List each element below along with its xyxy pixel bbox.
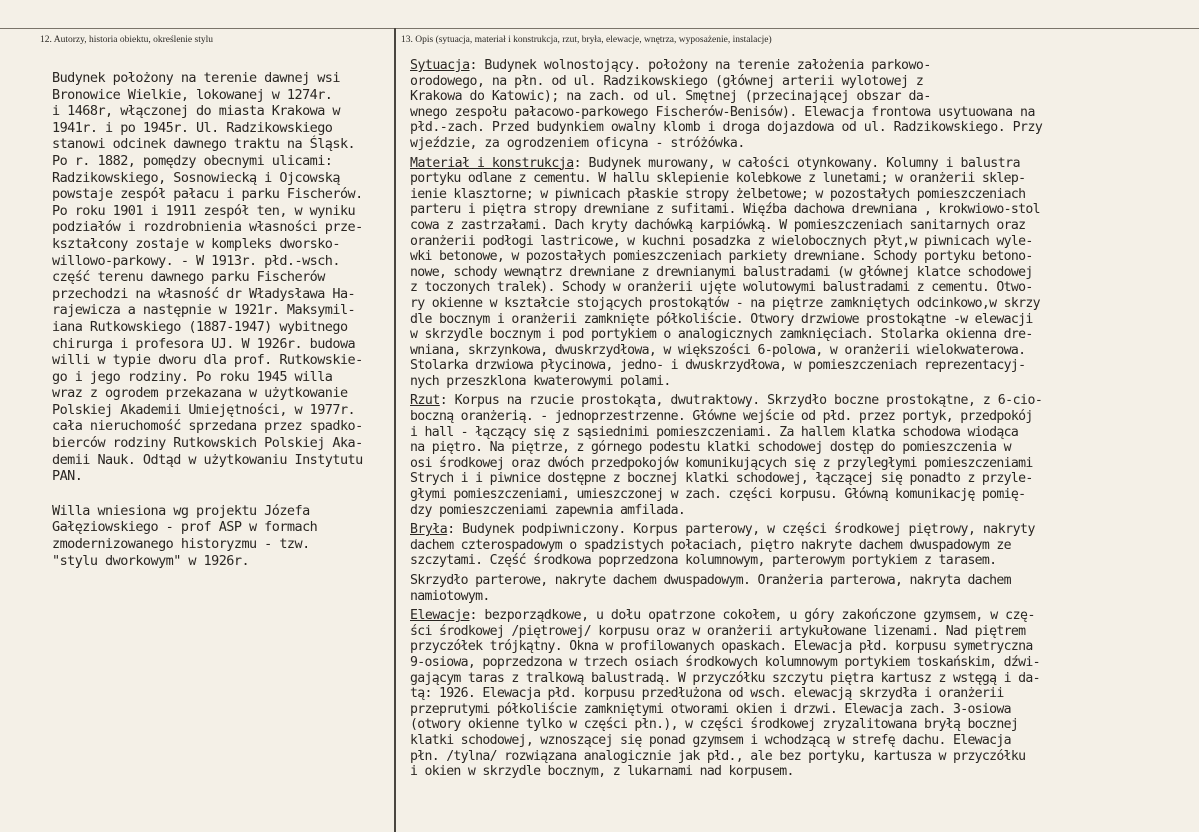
elewacje-first-line: : bezporządkowe, u dołu opatrzone cokołem, u góry zakończone gzymsem, w czę- — [469, 608, 1035, 624]
text-line: płn. /tylna/ rozwiązana analogicznie jak płd., ale bez portyku, kartusza w przyczółku — [410, 748, 1026, 764]
text-line: kształcony zostaje w kompleks dworsko- — [52, 235, 340, 252]
text-line: i okien w skrzydle bocznym, z lukarnami nad korpusem. — [410, 764, 794, 780]
text-line: Strych i i piwnice dostępne z bocznej klatki schodowej, łączącej się ponadto z przyle- — [410, 471, 1033, 487]
text-line: szczytami. Część środkowa poprzedzona kolumnowym, parterowym portykiem z tarasem. — [410, 553, 997, 569]
text-line: ry okienne w kształcie stojących prostokątów - na piętrze zamkniętych odcinkowo,w skrzy — [410, 295, 1040, 311]
text-line: przyczółek trójkątny. Okna w profilowanych opaskach. Elewacja płd. korpusu symetryczna — [410, 639, 1033, 655]
text-line: 9-osiowa, poprzedzona w trzech osiach środkowych kolumnowym portykiem toskańskim, dźwi- — [410, 654, 1040, 670]
heading-rzut: Rzut — [410, 393, 440, 409]
text-line: zmodernizowanego historyzmu - tzw. — [52, 536, 310, 553]
text-line: Skrzydło parterowe, nakryte dachem dwuspadowym. Oranżeria parterowa, nakryta dachem — [410, 573, 1011, 588]
text-line: Po roku 1901 i 1911 zespół ten, w wyniku — [52, 202, 356, 219]
text-line: Radzikowskiego, Sosnowiecką i Ojcowską — [52, 169, 340, 186]
text-line: boczną oranżerią. - jednoprzestrzenne. Główne wejście od płd. przez portyk, przedpokój — [410, 409, 1033, 425]
text-line: i hall - łączący się z sąsiednimi pomieszczeniami. Za hallem klatka schodowa wiodąca — [410, 424, 1019, 440]
text-line: Stolarka drzwiowa płycinowa, jedno- i dwuskrzydłowa, w pomieszczeniach reprezentacyj- — [410, 358, 1026, 374]
text-line: nowe, schody wewnątrz drewniane z drewnianymi balustradami (w głównej klatce schodowej — [410, 264, 1033, 280]
text-line: Gałęziowskiego - prof ASP w formach — [52, 519, 318, 536]
right-column-header: 13. Opis (sytuacja, materiał i konstrukcja, rzut, bryła, elewacje, wnętrza, wyposażenie, instalacje) — [401, 35, 772, 45]
left-column-header: 12. Autorzy, historia obiektu, określenie stylu — [40, 35, 213, 45]
text-line: willi w typie dworu dla prof. Rutkowskie- — [52, 352, 363, 369]
text-line: "stylu dworkowym" w 1926r. — [52, 552, 250, 569]
text-line: tą: 1926. Elewacja płd. korpusu przedłużona od wsch. elewacją skrzydła i oranżerii — [410, 686, 1004, 702]
text-line: na piętro. Na piętrze, z górnego podestu klatki schodowej dostęp do pomieszczenia w — [410, 440, 1011, 456]
text-line: parteru i piętra stropy drewniane z sufitami. Więźba dachowa drewniana , krokwiowo-stol — [410, 202, 1040, 218]
text-line: Budynek położony na terenie dawnej wsi — [52, 70, 340, 86]
text-line: podziałów i rozdrobnienia własności prze- — [52, 219, 363, 236]
text-line: wjeździe, za ogrodzeniem oficyna - stróżówka. — [410, 135, 745, 151]
material-first-line: : Budynek murowany, w całości otynkowany. Kolumny i balustra — [573, 155, 1021, 171]
text-line: rajewicza a następnie w 1921r. Maksymil- — [52, 302, 356, 319]
text-line: przechodzi na własność dr Władysława Ha- — [52, 285, 356, 302]
section-rzut — [410, 393, 1190, 518]
text-line: iana Rutkowskiego (1887-1947) wybitnego — [52, 318, 348, 335]
description-column — [410, 58, 1190, 784]
text-line: dzy pomieszczeniami zapewnia amfilada. — [410, 502, 686, 518]
text-line: Po r. 1882, pomędzy obecnymi ulicami: — [52, 152, 333, 169]
text-line: willowo-parkowy. - W 1913r. płd.-wsch. — [52, 252, 340, 269]
text-line: stanowi odcinek dawnego traktu na Śląsk. — [52, 136, 356, 153]
section-material — [410, 156, 1190, 390]
text-line: wraz z ogrodem przekazana w użytkowanie — [52, 385, 348, 402]
text-line: Willa wniesiona wg projektu Józefa — [52, 502, 310, 519]
heading-bryla: Bryła — [410, 522, 448, 538]
text-line: w skrzydle bocznym i pod portykiem o analogicznych zamknięciach. Stolarka okienna dre- — [410, 327, 1033, 343]
text-line: portyku odlane z cementu. W hallu sklepienie kolebkowe z lunetami; w oranżerii sklep- — [410, 171, 1026, 187]
text-line: wniana, skrzynkowa, dwuskrzydłowa, w większości 6-polowa, w oranżerii wielokwaterowa. — [410, 342, 1026, 358]
text-line: wki betonowe, w pozostałych pomieszczeniach parkiety drewniane. Schody portyku betono- — [410, 249, 1033, 265]
heading-material: Materiał i konstrukcja — [410, 155, 574, 171]
text-line: chirurga i profesora UJ. W 1926r. budowa — [52, 335, 356, 352]
text-line: cowa z zastrzałami. Dach kryty dachówką karpiówką. W pomieszczeniach sanitarnych oraz — [410, 217, 1026, 233]
text-line: gającym taras z tralkową balustradą. W przyczółku szczytu piętra kartusz z wstęgą i da- — [410, 670, 1040, 686]
text-line: osi środkowej oraz dwóch przedpokojów komunikujących się z przyległymi pomieszczeniami — [410, 455, 1033, 471]
text-line: oranżerii podłogi lastricowe, w kuchni posadzka z wielobocznych płyt,w piwnicach wyle- — [410, 233, 1033, 249]
text-line: z toczonych tralek). Schody w oranżerii ujęte wolutowymi balustradami z cementu. Otwo- — [410, 280, 1033, 296]
sytuacja-first-line: : Budynek wolnostojący. położony na terenie założenia parkowo- — [469, 58, 931, 73]
text-line: głymi pomieszczeniami, umieszczonej w zach. części korpusu. Główną komunikację pomię- — [410, 487, 1026, 503]
text-line: (otwory okienne tylko w części płn.), w części środkowej zryzalitowana bryłą bocznej — [410, 717, 1019, 733]
text-line: 1941r. i po 1945r. Ul. Radzikowskiego — [52, 119, 333, 136]
section-bryla — [410, 522, 1190, 569]
bryla-first-line: : Budynek podpiwniczony. Korpus parterowy, w części środkowej piętrowy, nakryty — [447, 522, 1035, 538]
heading-sytuacja: Sytuacja — [410, 58, 470, 73]
text-line: klatki schodowej, wznoszącej się ponad gzymsem i wchodzącą w strefę dachu. Elewacja — [410, 732, 1011, 748]
text-line: część terenu dawnego parku Fischerów — [52, 269, 325, 286]
section-bryla-extra — [410, 573, 1190, 604]
text-line: namiotowym. — [410, 588, 490, 604]
column-divider — [394, 28, 396, 832]
top-rule — [0, 28, 1199, 29]
style-paragraph — [52, 503, 388, 569]
history-paragraph — [52, 70, 388, 485]
rzut-first-line: : Korpus na rzucie prostokąta, dwutraktowy. Skrzydło boczne prostokątne, z 6-cio- — [439, 393, 1043, 409]
text-line: cała nieruchomość sprzedana przez spadko- — [52, 418, 363, 435]
text-line: ienie klasztorne; w piwnicach płaskie stropy żelbetowe; w pozostałych pomieszczeniach — [410, 186, 1026, 202]
text-line: płd.-zach. Przed budynkiem owalny klomb i droga dojazdowa od ul. Radzikowskiego. Przy — [410, 120, 1043, 136]
text-line: orodowego, na płn. od ul. Radzikowskiego (głównej arterii wylotowej z — [410, 73, 924, 89]
heading-elewacje: Elewacje — [410, 608, 470, 624]
text-line: Bronowice Wielkie, lokowanej w 1274r. — [52, 86, 333, 103]
text-line: i 1468r, włączonej do miasta Krakowa w — [52, 103, 340, 120]
section-elewacje — [410, 608, 1190, 780]
text-line: przeprutymi półkoliście zamkniętymi otworami okien i drzwi. Elewacja zach. 3-osiowa — [410, 701, 1011, 717]
text-line: Polskiej Akademii Umiejętności, w 1977r. — [52, 401, 356, 418]
text-line: dle bocznym i oranżerii zamknięte półkoliście. Otwory drzwiowe prostokątne -w elewacji — [410, 311, 1033, 327]
section-sytuacja — [410, 58, 1190, 152]
text-line: wnego zespołu pałacowo-parkowego Fischerów-Benisów). Elewacja frontowa usytuowana na — [410, 104, 1035, 120]
text-line: Krakowa do Katowic); na zach. od ul. Smętnej (przecinającej obszar da- — [410, 89, 931, 105]
text-line: demii Nauk. Odtąd w użytkowaniu Instytutu — [52, 451, 363, 468]
text-line: ści środkowej /piętrowej/ korpusu oraz w oranżerii artykułowane lizenami. Nad piętrem — [410, 623, 1026, 639]
text-line: PAN. — [52, 468, 83, 485]
history-column — [52, 70, 388, 569]
text-line: nych przeszklona kwaterowymi polami. — [410, 373, 671, 389]
text-line: bierców rodziny Rutkowskich Polskiej Aka- — [52, 435, 363, 452]
text-line: dachem czterospadowym o spadzistych połaciach, piętro nakryte dachem dwuspadowym ze — [410, 537, 1011, 553]
text-line: go i jego rodziny. Po roku 1945 willa — [52, 368, 333, 385]
text-line: powstaje zespół pałacu i parku Fischerów. — [52, 186, 363, 203]
